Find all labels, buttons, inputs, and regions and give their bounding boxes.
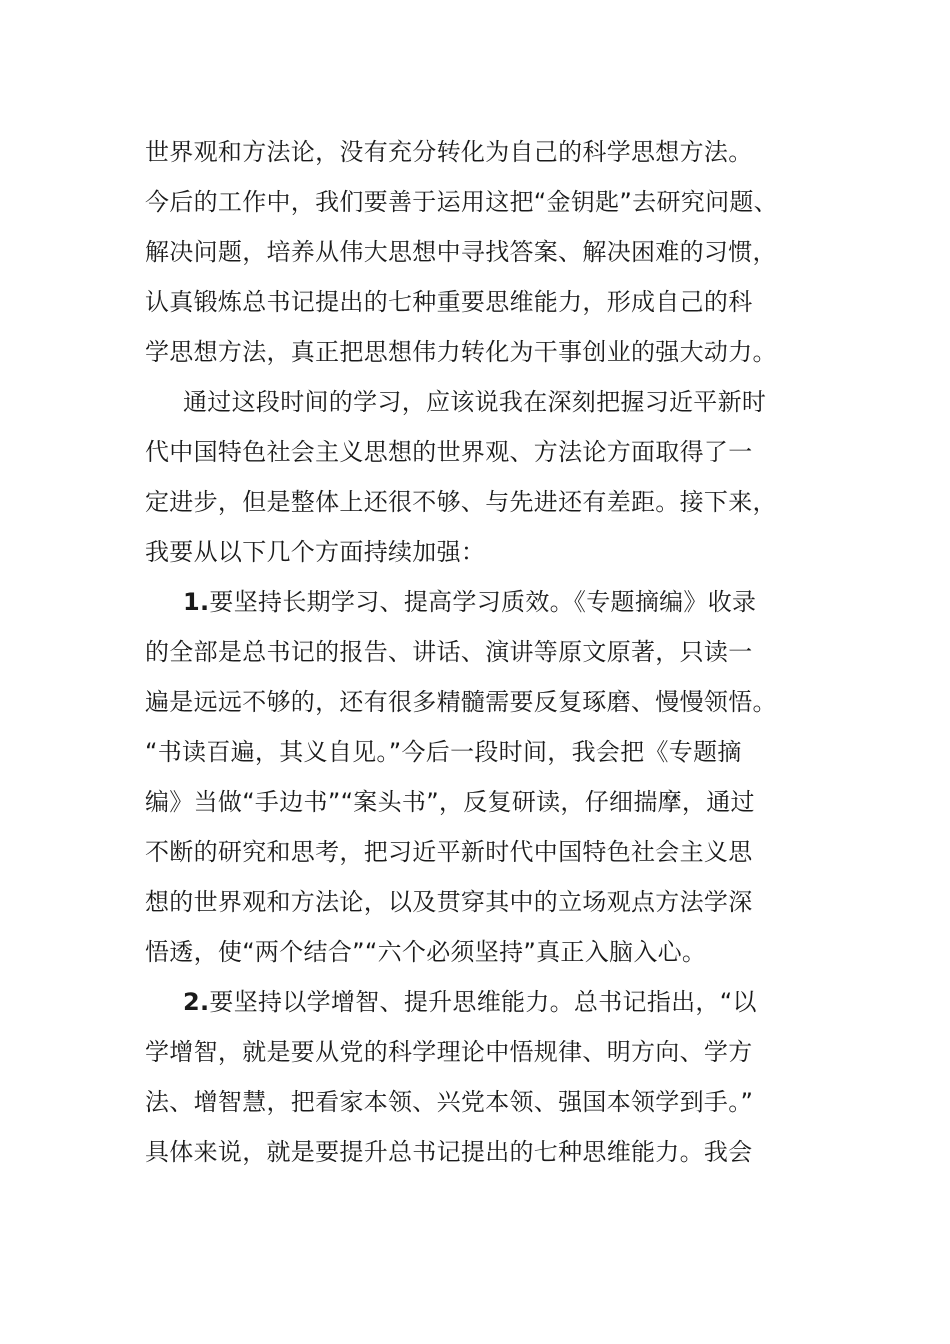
text-line: 法、增智慧，把看家本领、兴党本领、强国本领学到手。” [145,1088,754,1116]
text-line: 世界观和方法论，没有充分转化为自己的科学思想方法。 [145,138,753,166]
text-line: 具体来说，就是要提升总书记提出的七种思维能力。我会 [145,1138,753,1166]
text-line: 解决问题，培养从伟大思想中寻找答案、解决困难的习惯， [145,238,777,266]
text-line: 不断的研究和思考，把习近平新时代中国特色社会主义思 [145,838,753,866]
text-line: 定进步，但是整体上还很不够、与先进还有差距。接下来， [145,488,777,516]
list-item-2-line [145,977,810,1027]
list-item-1-text: 要坚持长期学习、提高学习质效。《专题摘编》收录 [209,588,757,616]
list-number-1: 1. [183,588,210,616]
text-line: 遍是远远不够的，还有很多精髓需要反复琢磨、慢慢领悟。 [145,688,777,716]
text-line: “书读百遍，其义自见。”今后一段时间，我会把《专题摘 [145,738,742,766]
list-item-2-text: 要坚持以学增智、提升思维能力。总书记指出，“以 [209,988,757,1016]
text-line: 学增智，就是要从党的科学理论中悟规律、明方向、学方 [145,1038,753,1066]
text-line: 想的世界观和方法论，以及贯穿其中的立场观点方法学深 [145,888,753,916]
list-item-1-line [145,577,810,627]
text-line: 学思想方法，真正把思想伟力转化为干事创业的强大动力。 [145,338,777,366]
list-number-2: 2. [183,988,210,1016]
text-line: 编》当做“手边书”“案头书”，反复研读，仔细揣摩，通过 [145,788,755,816]
text-line: 认真锻炼总书记提出的七种重要思维能力，形成自己的科 [145,288,753,316]
text-line: 代中国特色社会主义思想的世界观、方法论方面取得了一 [145,438,753,466]
text-line: 我要从以下几个方面持续加强： [145,538,486,566]
text-line: 悟透，使“两个结合”“六个必须坚持”真正入脑入心。 [145,938,707,966]
text-line: 的全部是总书记的报告、讲话、演讲等原文原著，只读一 [145,638,753,666]
body-text [145,127,810,1177]
text-line: 今后的工作中，我们要善于运用这把“金钥匙”去研究问题、 [145,188,778,216]
paragraph-start-line: 通过这段时间的学习，应该说我在深刻把握习近平新时 [183,388,767,416]
